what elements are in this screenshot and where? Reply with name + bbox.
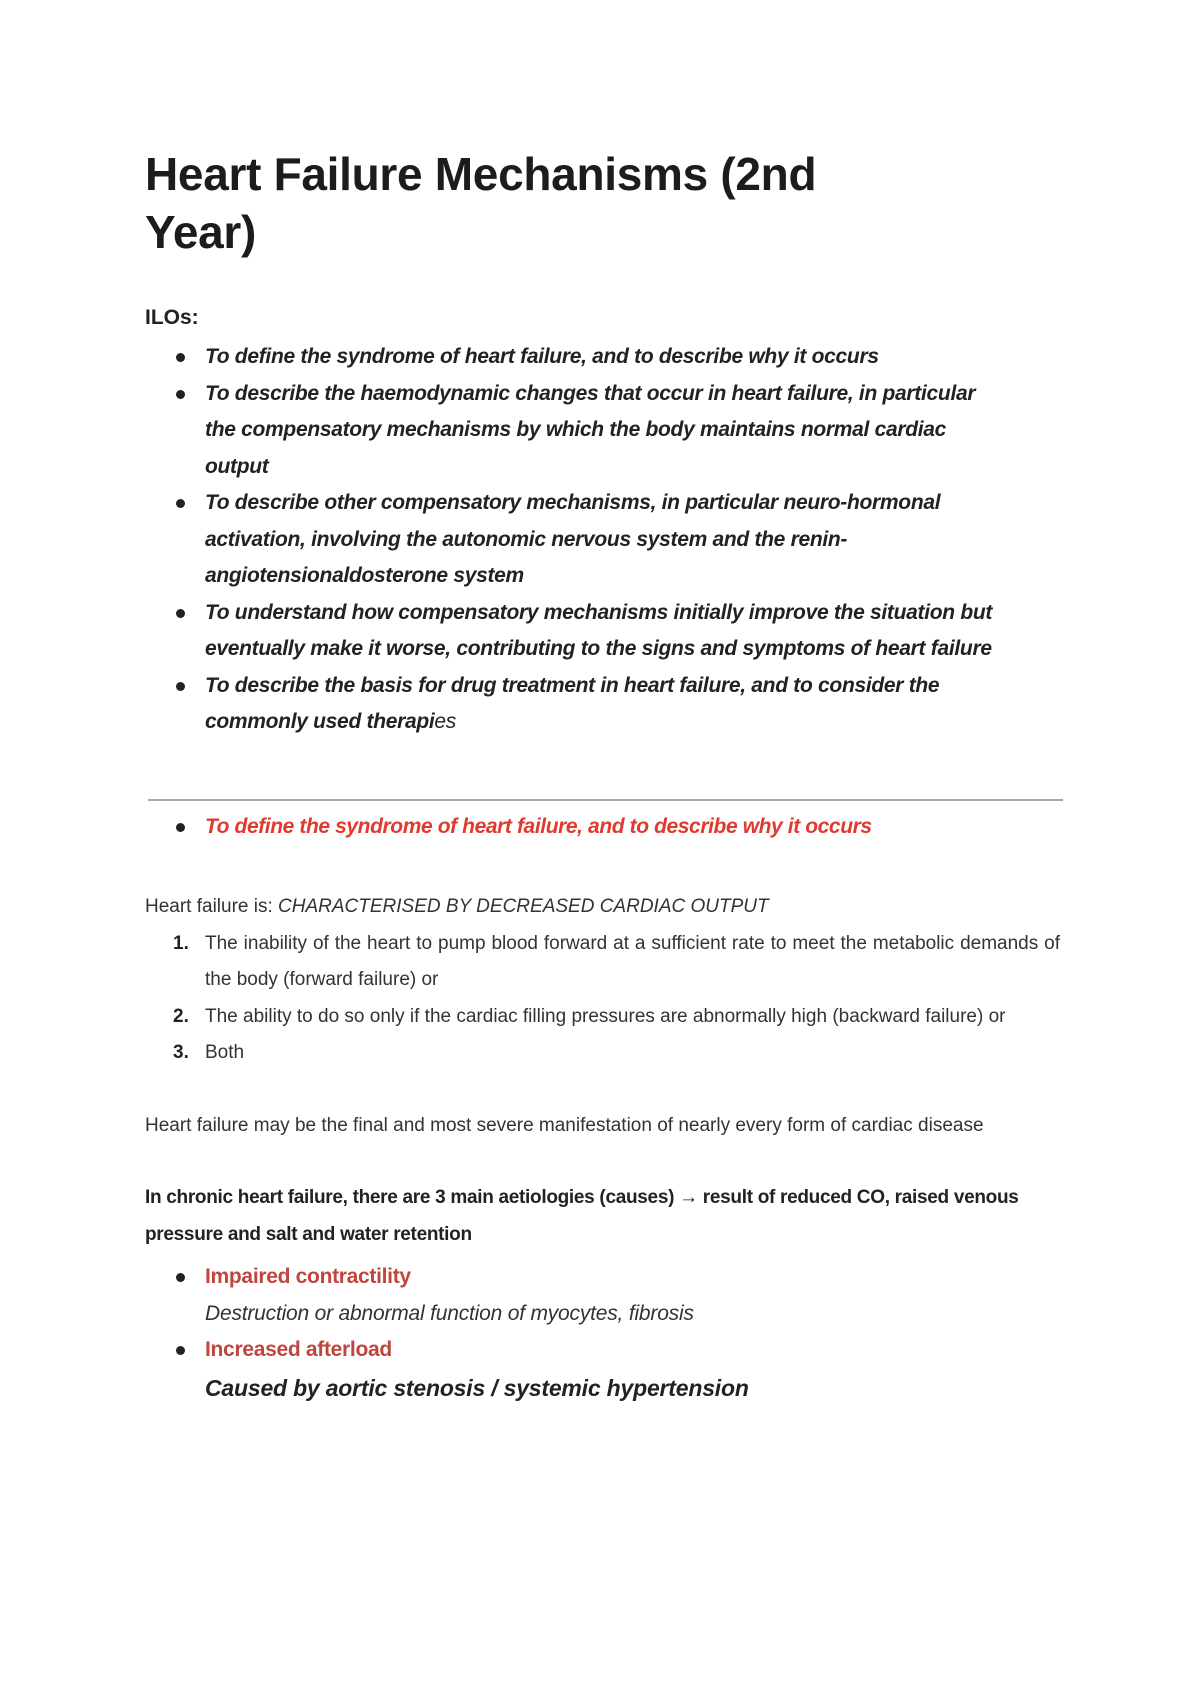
list-item <box>145 1259 1065 1332</box>
page-title: Heart Failure Mechanisms (2nd Year) <box>145 148 817 258</box>
ilo-text: To understand how compensatory mechanisms initially improve the situation but eventually make it worse, contributing to the signs and symptoms of heart failure <box>205 600 993 660</box>
section-heading-list <box>145 809 1065 846</box>
ilo-text: To describe the basis for drug treatment in heart failure, and to consider the commonly used therapi <box>205 673 940 733</box>
ilos-label: ILOs: <box>145 306 199 329</box>
ilo-text: To define the syndrome of heart failure, and to describe why it occurs <box>205 345 879 368</box>
cause-name: Increased afterload <box>205 1338 392 1361</box>
causes-list <box>145 1259 1065 1407</box>
severity-paragraph: Heart failure may be the final and most severe manifestation of nearly every form of cardiac disease <box>145 1114 984 1136</box>
list-item <box>145 1035 1060 1072</box>
list-number: 1. <box>173 932 189 954</box>
list-text: Both <box>205 1042 245 1063</box>
definition-list <box>145 926 1060 1072</box>
list-text: The ability to do so only if the cardiac filling pressures are abnormally high (backward failure) or <box>205 1005 1006 1027</box>
definition-lead: Heart failure is: <box>145 896 279 917</box>
definition-paragraph <box>145 889 1060 926</box>
cause-description: Destruction or abnormal function of myocytes, fibrosis <box>205 1301 694 1325</box>
list-item <box>145 376 1005 486</box>
ilo-text: To describe the haemodynamic changes that occur in heart failure, in particular the compensatory mechanisms by which the body maintains normal cardiac output <box>205 381 976 478</box>
list-item <box>145 339 1005 376</box>
section-divider <box>148 799 1063 801</box>
list-item <box>145 926 1060 999</box>
ilo-text-tail: es <box>434 710 457 733</box>
cause-description: Caused by aortic stenosis / systemic hypertension <box>205 1374 749 1401</box>
ilo-text: To describe other compensatory mechanisms, in particular neuro-hormonal activation, involving the autonomic nervous system and the renin-angiotensionaldosterone system <box>205 491 941 587</box>
list-item <box>145 595 1005 668</box>
section-heading: To define the syndrome of heart failure, and to describe why it occurs <box>145 809 1065 846</box>
aetiology-intro: In chronic heart failure, there are 3 main aetiologies (causes) → result of reduced CO, raised venous pressure and salt and water retention <box>145 1187 1019 1245</box>
list-text: The inability of the heart to pump blood forward at a sufficient rate to meet the metabolic demands of the body (forward failure) or <box>205 932 1060 990</box>
list-number: 2. <box>173 1005 189 1027</box>
list-item <box>145 1332 1065 1407</box>
ilos-list <box>145 339 1065 741</box>
cause-name: Impaired contractility <box>205 1265 411 1288</box>
list-item <box>145 668 1005 741</box>
list-item <box>145 485 1005 595</box>
list-number: 3. <box>173 1042 189 1063</box>
definition-emphasis: CHARACTERISED BY DECREASED CARDIAC OUTPUT <box>278 896 769 917</box>
list-item <box>145 999 1060 1036</box>
